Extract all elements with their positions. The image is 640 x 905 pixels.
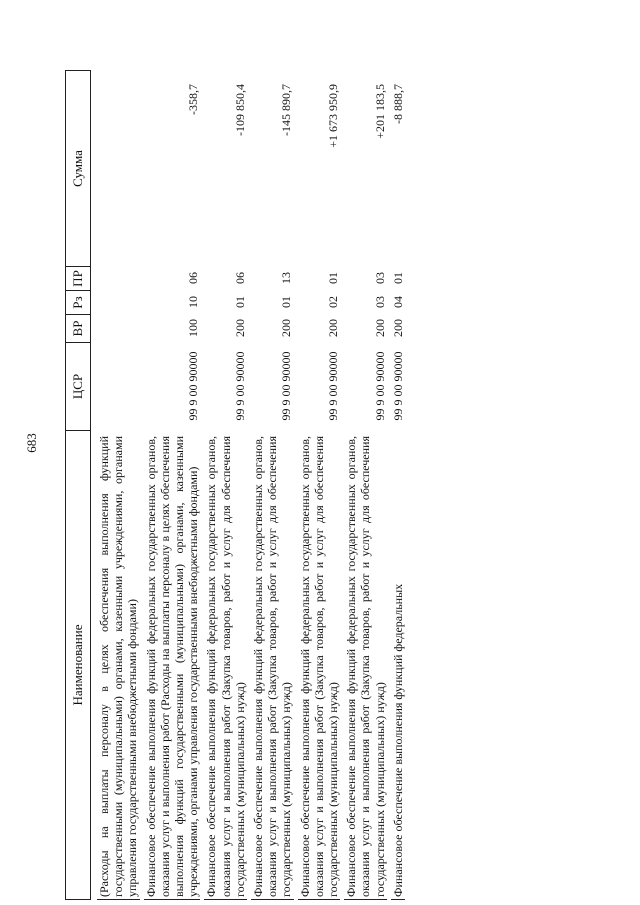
- row-pr: 06: [232, 272, 247, 284]
- row-name: Финансовое обеспечение выполнения функций федеральных государственных органов, оказания услуг и выполнения работ (Закупка товаров, работ и услуг для обеспечения государственных (муниципальных) нужд): [251, 430, 294, 900]
- page-number: 683: [24, 433, 39, 453]
- row-pr: 01: [390, 272, 405, 284]
- row-vr: 200: [279, 319, 294, 337]
- row-sum: +1 673 950,9: [326, 84, 341, 148]
- row-rz: 01: [279, 296, 294, 308]
- row-vr: 200: [390, 319, 405, 337]
- row-sum: -145 890,7: [279, 84, 294, 136]
- row-vr: 200: [326, 319, 341, 337]
- row-sum: -109 850,4: [232, 84, 247, 136]
- table-header: [65, 70, 97, 900]
- budget-table: [65, 70, 605, 900]
- row-csr: 99 9 00 90000: [186, 351, 201, 421]
- row-csr: 99 9 00 90000: [279, 351, 294, 421]
- row-sum: -358,7: [186, 84, 201, 115]
- row-name: (Расходы на выплаты персоналу в целях обеспечения выполнения функций государственными (муниципальными) органами, казенными учреждениями, органами управления государственными внебюджетными фондами): [97, 430, 140, 900]
- header-vr: ВР: [65, 314, 91, 342]
- header-name: Наименование: [65, 430, 91, 900]
- row-csr: 99 9 00 90000: [326, 351, 341, 421]
- row-sum: -8 888,7: [390, 84, 405, 124]
- row-vr: 200: [232, 319, 247, 337]
- row-pr: 01: [326, 272, 341, 284]
- row-csr: 99 9 00 90000: [390, 351, 405, 421]
- row-name: Финансовое обеспечение выполнения функций федеральных государственных органов, оказания услуг и выполнения работ (Закупка товаров, работ и услуг для обеспечения государственных (муниципальных) нужд): [204, 430, 247, 900]
- row-rz: 01: [232, 296, 247, 308]
- row-sum: +201 183,5: [372, 84, 387, 139]
- row-pr: 03: [372, 272, 387, 284]
- row-name: Финансовое обеспечение выполнения функций федеральных государственных органов, оказания услуг и выполнения работ (Закупка товаров, работ и услуг для обеспечения государственных (муниципальных) нужд): [344, 430, 387, 900]
- row-rz: 03: [372, 296, 387, 308]
- row-rz: 10: [186, 296, 201, 308]
- row-vr: 100: [186, 319, 201, 337]
- header-csr: ЦСР: [65, 342, 91, 430]
- row-name: Финансовое обеспечение выполнения функций федеральных: [391, 430, 405, 900]
- row-rz: 02: [326, 296, 341, 308]
- row-pr: 06: [186, 272, 201, 284]
- row-rz: 04: [390, 296, 405, 308]
- header-pr: ПР: [65, 266, 91, 290]
- row-name: Финансовое обеспечение выполнения функций федеральных государственных органов, оказания услуг и выполнения работ (Закупка товаров, работ и услуг для обеспечения государственных (муниципальных) нужд): [298, 430, 341, 900]
- row-csr: 99 9 00 90000: [372, 351, 387, 421]
- header-rz: Рз: [65, 290, 91, 314]
- row-csr: 99 9 00 90000: [232, 351, 247, 421]
- row-pr: 13: [279, 272, 294, 284]
- header-sum: Сумма: [65, 70, 91, 266]
- table-body: [97, 70, 405, 900]
- row-vr: 200: [372, 319, 387, 337]
- row-name: Финансовое обеспечение выполнения функций федеральных государственных органов, оказания услуг и выполнения работ (Расходы на выплаты персоналу в целях обеспечения выполнения функций государственными (муниципальными) органами, казенными учреждениями, органами управления государственными внебюджетными фондами): [144, 430, 201, 900]
